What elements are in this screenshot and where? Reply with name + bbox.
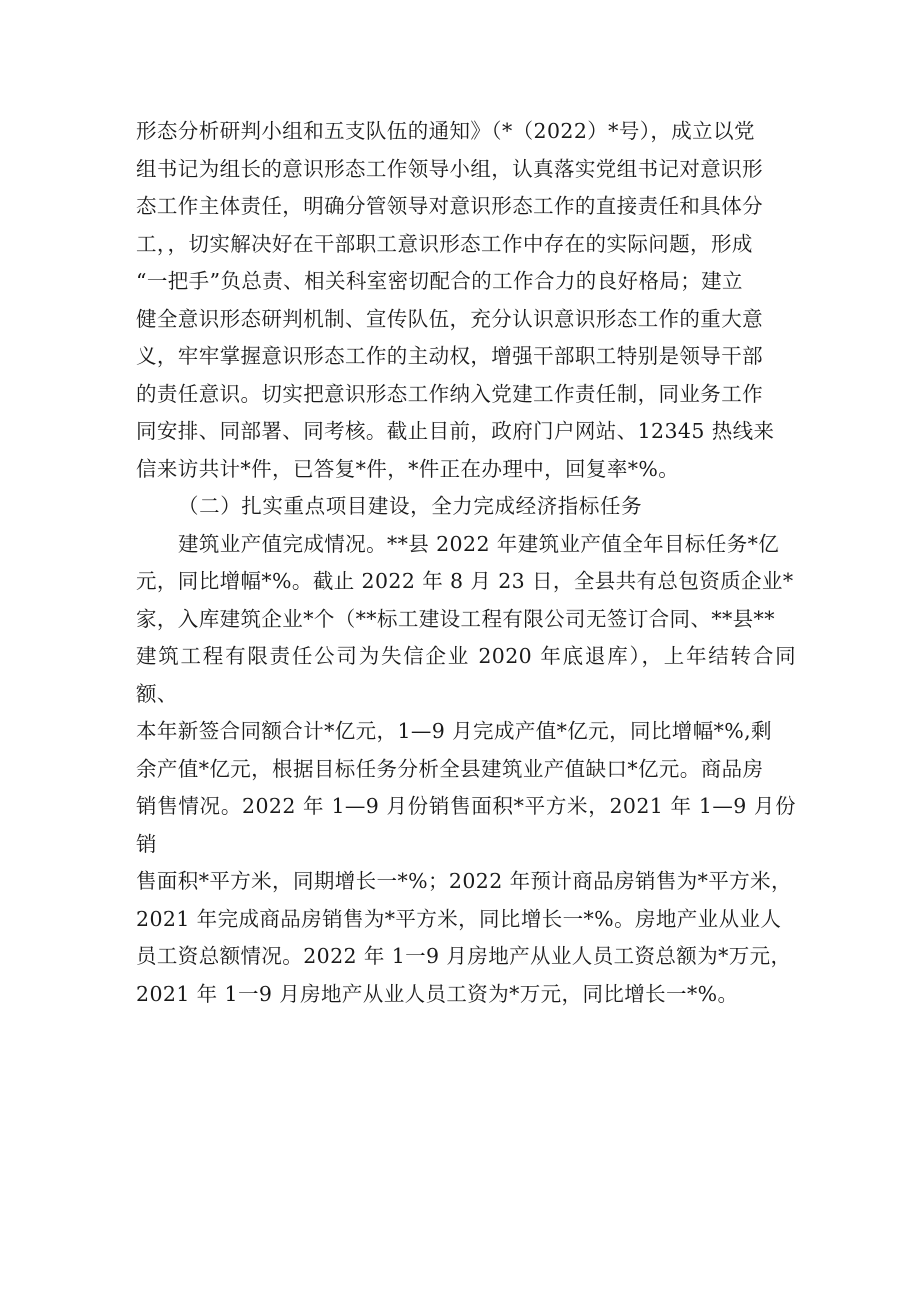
text-line: 2021 年完成商品房销售为*平方米，同比增长一*%。房地产业从业人 (136, 906, 782, 931)
text-line: 员工资总额情况。2022 年 1一9 月房地产从业人员工资总额为*万元， (136, 944, 792, 968)
text-line: 信来访共计*件，已答复*件，*件正在办理中，回复率*%。 (136, 456, 680, 481)
paragraph-construction-output (136, 526, 796, 1014)
paragraph-ideology-work (136, 113, 796, 488)
text-line: 售面积*平方米，同期增长一*%；2022 年预计商品房销售为*平方米， (136, 869, 792, 893)
text-line: 销售情况。2022 年 1—9 月份销售面积*平方米，2021 年 1—9 月份销 (136, 794, 796, 856)
text-line: 义，牢牢掌握意识形态工作的主动权，增强干部职工特别是领导干部 (136, 344, 763, 368)
text-line: 本年新签合同额合计*亿元，1—9 月完成产值*亿元，同比增幅*%,剩 (136, 719, 772, 743)
text-line: 形态分析研判小组和五支队伍的通知》（*（2022）*号），成立以党 (136, 119, 755, 143)
text-line: 组书记为组长的意识形态工作领导小组，认真落实党组书记对意识形 (136, 156, 763, 181)
text-line: 同安排、同部署、同考核。截止目前，政府门户网站、12345 热线来 (136, 419, 775, 443)
text-line: 余产值*亿元，根据目标任务分析全县建筑业产值缺口*亿元。商品房 (136, 756, 764, 781)
text-line: 的责任意识。切实把意识形态工作纳入党建工作责任制，同业务工作 (136, 381, 763, 406)
document-body (136, 113, 796, 1013)
text-line: 元，同比增幅*%。截止 2022 年 8 月 23 日，全县共有总包资质企业* (136, 569, 794, 593)
text-line: 2021 年 1一9 月房地产从业人员工资为*万元，同比增长一*%。 (136, 981, 739, 1006)
text-line: “一把手”负总责、相关科室密切配合的工作合力的良好格局；建立 (136, 269, 743, 293)
section-heading: （二）扎实重点项目建设，全力完成经济指标任务 (178, 494, 643, 518)
text-line: 建筑业产值完成情况。**县 2022 年建筑业产值全年目标任务*亿 (178, 531, 780, 556)
text-line: 态工作主体责任，明确分管领导对意识形态工作的直接责任和具体分 (136, 194, 763, 218)
text-line: 健全意识形态研判机制、宣传队伍，充分认识意识形态工作的重大意 (136, 306, 763, 331)
text-line: 家，入库建筑企业*个（**标工建设工程有限公司无签订合同、**县** (136, 606, 775, 631)
text-line: 工，，切实解决好在干部职工意识形态工作中存在的实际问题，形成 (136, 231, 753, 256)
text-line: 建筑工程有限责任公司为失信企业 2020 年底退库），上年结转合同额、 (136, 644, 796, 706)
